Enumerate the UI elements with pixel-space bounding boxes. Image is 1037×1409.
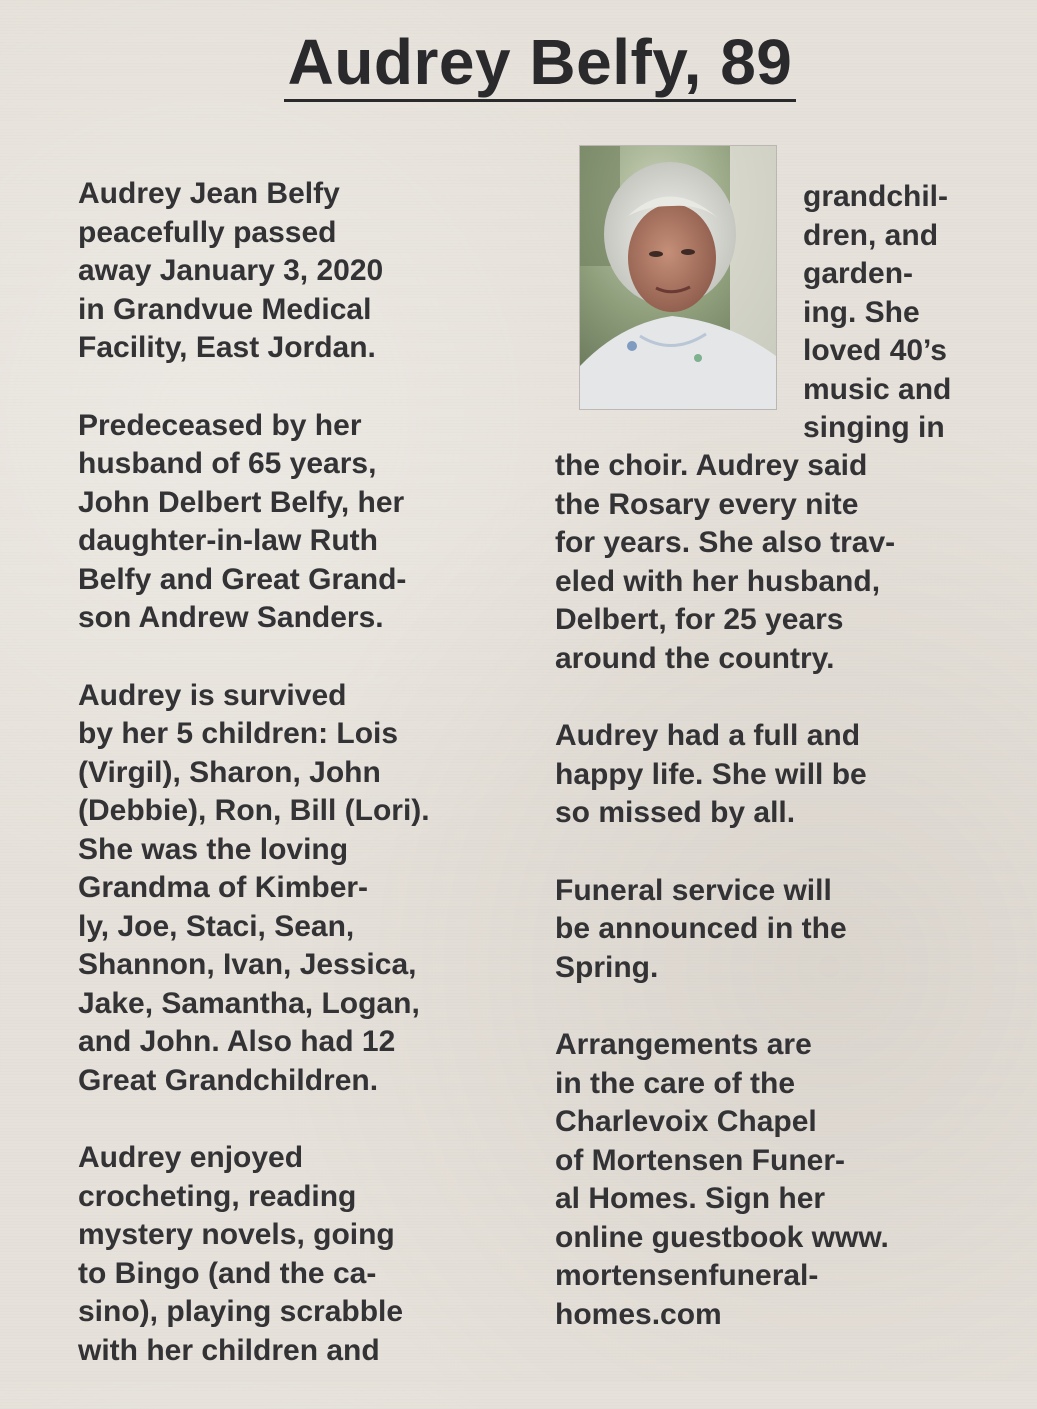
paragraph-funeral-service: Funeral service will be announced in the Spring.	[555, 873, 847, 984]
paragraph-full-life: Audrey had a full and happy life. She will be so missed by all.	[555, 719, 867, 829]
paragraph-hobbies: Audrey enjoyed crocheting, reading mystery novels, going to Bingo (and the ca- sino), playing scrabble with her children and	[78, 1141, 404, 1367]
photo-wrap-text: grandchil- dren, and garden- ing. She loved 40’s music and singing in	[803, 180, 952, 444]
headline-text: Audrey Belfy, 89	[284, 25, 797, 102]
obituary-headline	[0, 22, 1037, 102]
left-column	[78, 175, 538, 1409]
paragraph-survived: Audrey is survived by her 5 children: Lois (Virgil), Sharon, John (Debbie), Ron, Bill (Lori). She was the loving Grandma of Kimber- ly, Joe, Staci, Sean, Shannon, Ivan, Jessica, Jake, Samantha, Logan, and John. Also had 12 Great Grandchildren.	[78, 678, 430, 1097]
paragraph-arrangements: Arrangements are in the care of the Charlevoix Chapel of Mortensen Funer- al Homes. Sign her online guestbook www. mortensenfuneral- homes.com	[555, 1028, 889, 1331]
paragraph-choir-travel: the choir. Audrey said the Rosary every nite for years. She also trav- eled with her husband, Delbert, for 25 years around the country.	[555, 449, 896, 675]
paragraph-passing: Audrey Jean Belfy peacefully passed away January 3, 2020 in Grandvue Medical Facility, East Jordan.	[78, 177, 384, 364]
right-column	[555, 447, 1005, 1373]
paragraph-predeceased: Predeceased by her husband of 65 years, John Delbert Belfy, her daughter-in-law Ruth Belfy and Great Grand- son Andrew Sanders.	[78, 408, 407, 634]
portrait-photo	[580, 146, 776, 409]
